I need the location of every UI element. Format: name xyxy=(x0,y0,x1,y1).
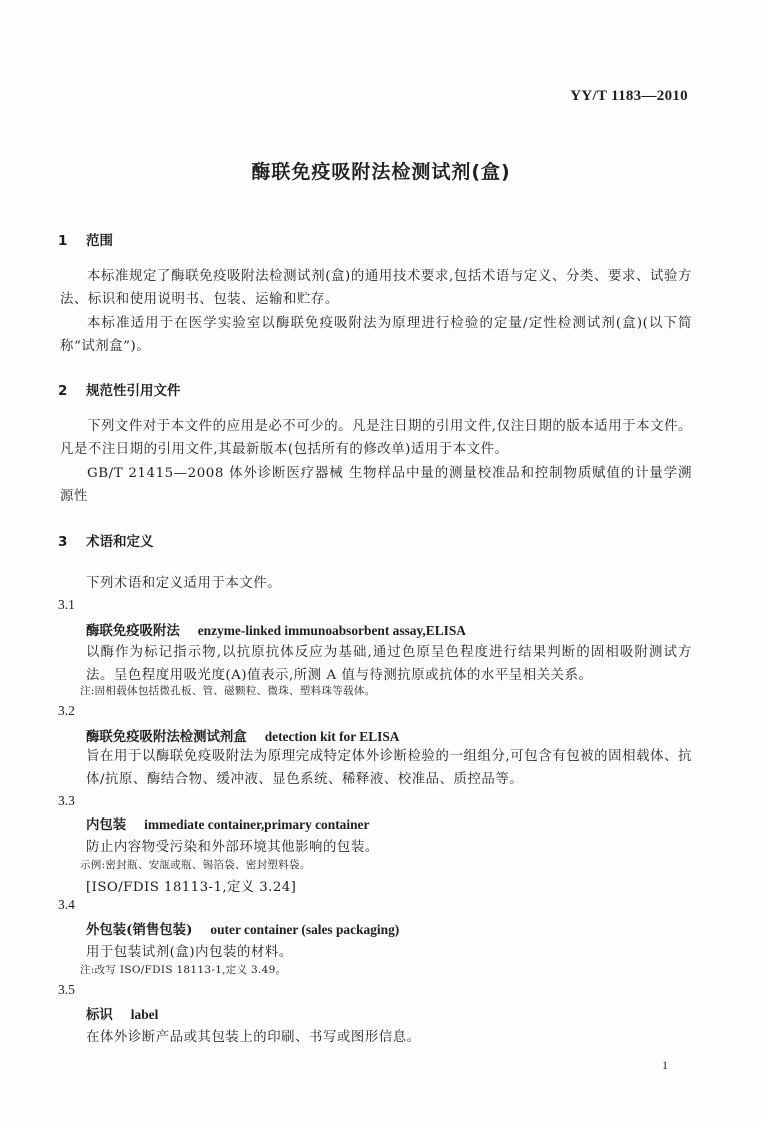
term-chinese: 酶联免疫吸附法检测试剂盒 xyxy=(86,729,247,745)
term-definition: 在体外诊断产品或其包装上的印刷、书写或图形信息。 xyxy=(86,1030,421,1045)
term-definition-text: 以酶作为标记指示物,以抗原抗体反应为基础,通过色原呈色程度进行结果判断的固相吸附测试方法。呈色程度用吸光度(A)值表示,所测 A 值与待测抗原或抗体的水平呈相关关系。 xyxy=(86,645,692,683)
term-note: 注:固相载体包括微孔板、管、磁颗粒、微珠、塑料珠等载体。 xyxy=(80,685,376,697)
normative-reference xyxy=(60,462,692,508)
term-chinese: 内包装 xyxy=(86,817,127,833)
term-english: outer container (sales packaging) xyxy=(210,922,400,937)
section-number: 2 xyxy=(58,383,68,399)
section-2-heading xyxy=(58,379,181,399)
term-english: detection kit for ELISA xyxy=(264,729,400,744)
section-1-heading xyxy=(58,229,113,249)
term-english: label xyxy=(130,1007,159,1022)
section-3-intro: 下列术语和定义适用于本文件。 xyxy=(86,576,282,591)
term-heading xyxy=(86,919,399,938)
term-english: immediate container,primary container xyxy=(144,817,370,832)
term-heading xyxy=(86,1004,158,1023)
section-2-paragraph-1: 下列文件对于本文件的应用是必不可少的。凡是注日期的引用文件,仅注日期的版本适用于本文件。凡是不注日期的引用文件,其最新版本(包括所有的修改单)适用于本文件。 xyxy=(60,419,692,457)
term-number: 3.4 xyxy=(58,897,75,912)
term-heading xyxy=(86,620,466,639)
term-example: 示例:密封瓶、安瓿或瓶、锡箔袋、密封塑料袋。 xyxy=(80,859,311,871)
section-1-paragraph-2: 本标准适用于在医学实验室以酶联免疫吸附法为原理进行检验的定量/定性检测试剂(盒)(以下简称“试剂盒”)。 xyxy=(60,316,692,354)
term-note: 注:改写 ISO/FDIS 18113-1,定义 3.49。 xyxy=(80,964,287,976)
section-number: 3 xyxy=(58,534,68,550)
term-chinese: 标识 xyxy=(86,1007,113,1023)
section-number: 1 xyxy=(58,233,68,249)
section-title: 范围 xyxy=(86,233,113,249)
term-definition: 旨在用于以酶联免疫吸附法为原理完成特定体外诊断检验的一组组分,可包含有包被的固相载体、抗体/抗原、酶结合物、缓冲液、显色系统、稀释液、校准品、质控品等。 xyxy=(86,749,692,787)
reference-title: 体外诊断医疗器械 xyxy=(229,466,344,481)
term-heading xyxy=(86,814,369,833)
term-english: enzyme-linked immunoabsorbent assay,ELISA xyxy=(197,623,466,638)
section-1-paragraph-1: 本标准规定了酶联免疫吸附法检测试剂(盒)的通用技术要求,包括术语与定义、分类、要求、试验方法、标识和使用说明书、包装、运输和贮存。 xyxy=(60,269,692,307)
term-chinese: 酶联免疫吸附法 xyxy=(86,623,180,639)
term-definition: 用于包装试剂(盒)内包装的材料。 xyxy=(86,945,293,960)
term-chinese: 外包装(销售包装) xyxy=(86,922,193,938)
term-number: 3.3 xyxy=(58,793,75,808)
reference-code: GB/T 21415—2008 xyxy=(87,466,224,481)
term-definition xyxy=(86,641,692,687)
term-number: 3.1 xyxy=(58,597,75,612)
term-number: 3.2 xyxy=(58,703,75,718)
term-heading xyxy=(86,726,399,745)
term-number: 3.5 xyxy=(58,982,75,997)
document-title: 酶联免疫吸附法检测试剂(盒) xyxy=(251,161,511,183)
term-source: [ISO/FDIS 18113-1,定义 3.24] xyxy=(86,880,297,895)
section-title: 术语和定义 xyxy=(86,534,154,550)
section-title: 规范性引用文件 xyxy=(86,383,181,399)
term-definition: 防止内容物受污染和外部环境其他影响的包装。 xyxy=(86,840,379,855)
page-number: 1 xyxy=(662,1058,668,1072)
standard-number: YY/T 1183—2010 xyxy=(570,88,688,104)
section-3-heading xyxy=(58,530,154,550)
reference-description: 生物样品中量的测量校准品和控制物质赋值的计量学溯源性 xyxy=(60,466,692,504)
